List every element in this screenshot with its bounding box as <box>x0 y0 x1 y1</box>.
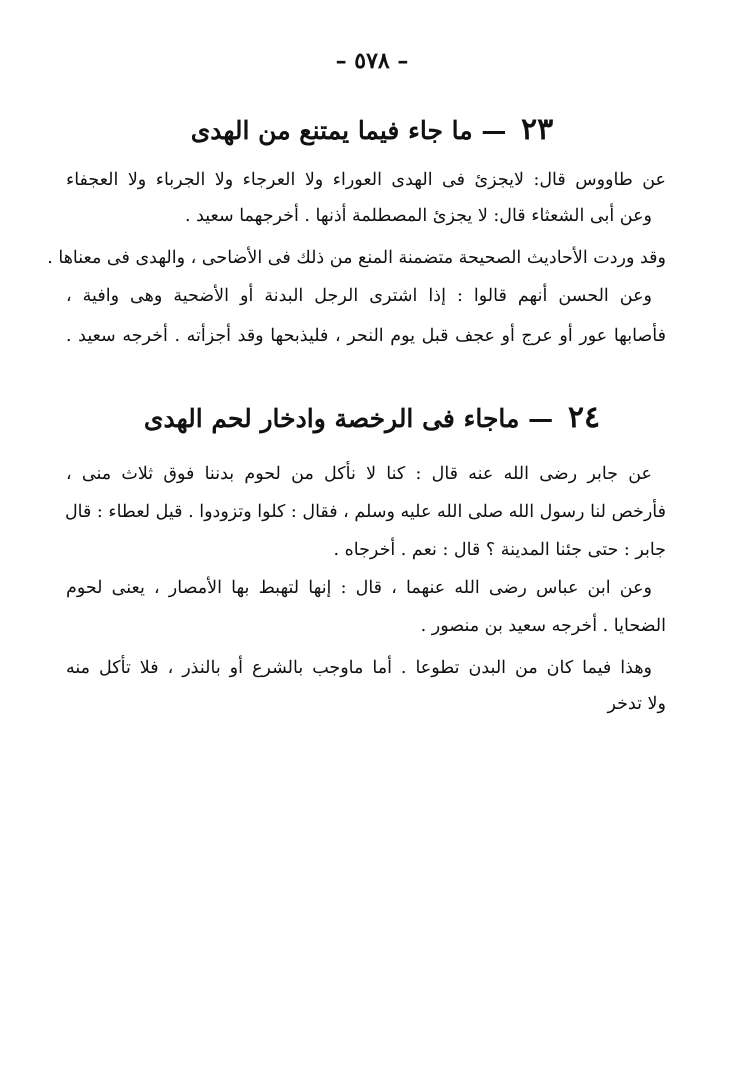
section-title: — ماجاء فى الرخصة وادخار لحم الهدى <box>143 404 554 433</box>
paragraph-line: ولا تدخر <box>607 694 666 714</box>
paragraph-line: فأصابها عور أو عرج أو عجف قبل يوم النحر ، فليذبحها وقد أجزأته . أخرجه سعيد . <box>66 326 666 346</box>
section-title: — ما جاء فيما يمتنع من الهدى <box>190 116 507 145</box>
paragraph-line: فأرخص لنا رسول الله صلى الله عليه وسلم ، فقال : كلوا وتزودوا . قيل لعطاء : قال <box>64 502 666 522</box>
paragraph-line: وقد وردت الأحاديث الصحيحة متضمنة المنع من ذلك فى الأضاحى ، والهدى فى معناها . <box>47 248 666 268</box>
section-number: ٢٤ <box>567 400 601 435</box>
section-heading-23 <box>40 112 704 147</box>
paragraph-line: جابر : حتى جئنا المدينة ؟ قال : نعم . أخرجاه . <box>333 540 666 560</box>
paragraph-line: عن طاووس قال: لايجزئ فى الهدى العوراء ولا العرجاء ولا الجرباء ولا العجفاء <box>66 170 666 190</box>
paragraph-line: وعن أبى الشعثاء قال: لا يجزئ المصطلمة أذنها . أخرجهما سعيد . <box>184 206 652 226</box>
paragraph-line: الضحايا . أخرجه سعيد بن منصور . <box>420 616 666 636</box>
paragraph-line: وعن الحسن أنهم قالوا : إذا اشترى الرجل البدنة أو الأضحية وهى وافية ، <box>66 286 652 306</box>
page-number: – ٥٧٨ – <box>335 48 409 74</box>
paragraph-line: وعن ابن عباس رضى الله عنهما ، قال : إنها لتهبط بها الأمصار ، يعنى لحوم <box>66 578 652 598</box>
section-heading-24 <box>40 400 704 435</box>
paragraph-line: عن جابر رضى الله عنه قال : كنا لا نأكل من لحوم بدننا فوق ثلاث منى ، <box>66 464 652 484</box>
paragraph-line: وهذا فيما كان من البدن تطوعا . أما ماوجب بالشرع أو بالنذر ، فلا تأكل منه <box>66 658 652 678</box>
section-number: ٢٣ <box>521 112 554 147</box>
